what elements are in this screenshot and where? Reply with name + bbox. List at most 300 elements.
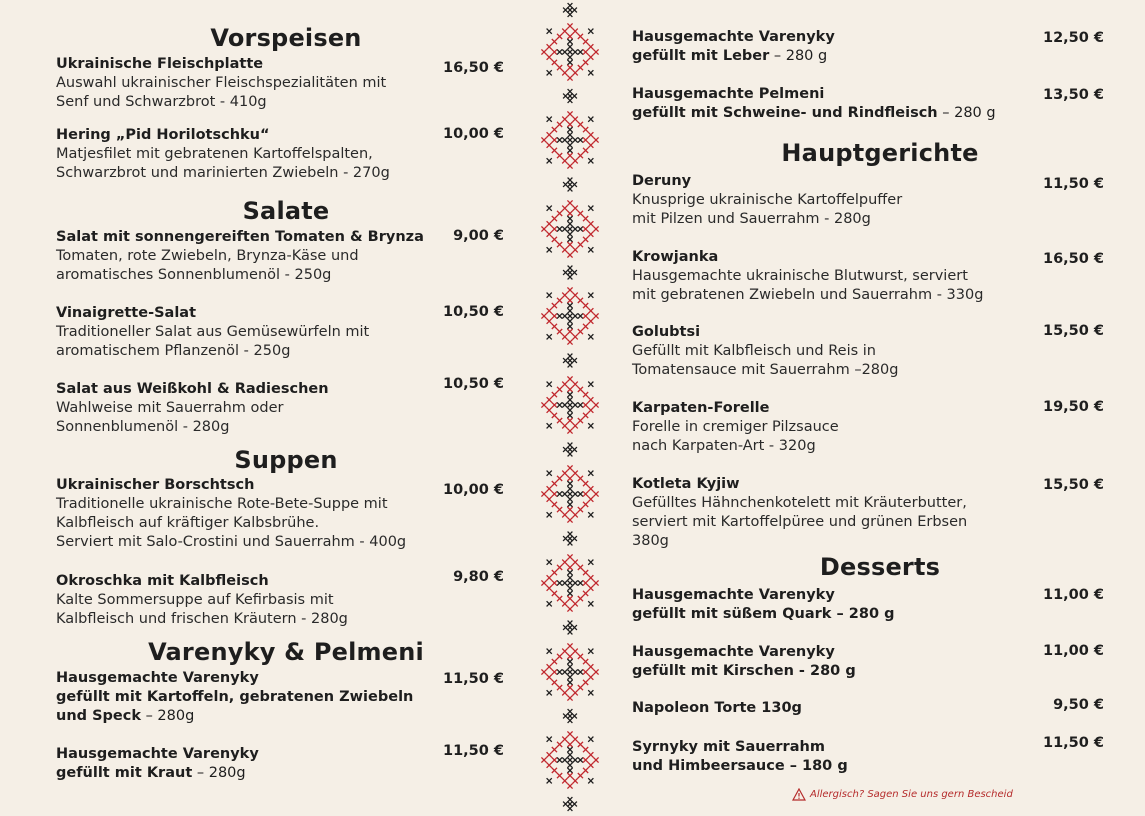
- ornament-cross: [578, 122, 583, 127]
- ornament-cross: [552, 226, 557, 231]
- ornament-cross: [567, 591, 572, 596]
- ornament-cross: [567, 232, 572, 237]
- ornament-cross: [583, 237, 588, 242]
- ornament-cross: [567, 773, 572, 778]
- ornament-cross: [573, 226, 578, 231]
- ornament-cross: [567, 242, 572, 247]
- ornament-cross: [567, 122, 572, 127]
- item-name: Hausgemachte Varenyky gefüllt mit süßem Quark – 280 g: [632, 587, 895, 622]
- ornament-cross: [583, 481, 588, 486]
- ornament-cross: [588, 690, 593, 695]
- ornament-cross: [547, 247, 552, 252]
- ornament-cross: [547, 117, 552, 122]
- ornament-cross: [578, 153, 583, 158]
- ornament-cross: [552, 49, 557, 54]
- ornament-small-cross: [563, 447, 568, 452]
- ornament-small-cross: [568, 452, 573, 457]
- ornament-cross: [583, 491, 588, 496]
- ornament-cross: [578, 418, 583, 423]
- ornament-cross: [557, 418, 562, 423]
- item-description: Traditionelle ukrainische Rote-Bete-Suppe mit Kalbfleisch auf kräftiger Kalbsbrühe. Serviert mit Salo-Crostini und Sauerrahm - 400g: [56, 496, 407, 550]
- ornament-cross: [567, 163, 572, 168]
- item-description: Auswahl ukrainischer Fleischspezialitäten mit Senf und Schwarzbrot - 410g: [56, 75, 387, 110]
- menu-item-golubtsi: [632, 323, 1108, 380]
- ornament-cross: [567, 308, 572, 313]
- item-price: 19,50 €: [1042, 399, 1104, 415]
- ornament-cross: [567, 287, 572, 292]
- ornament-cross: [557, 34, 562, 39]
- ornament-cross: [567, 211, 572, 216]
- ornament-cross: [583, 127, 588, 132]
- ornament-cross: [567, 392, 572, 397]
- menu-item-varenyky-kraut: [56, 745, 516, 783]
- ornament-cross: [557, 137, 562, 142]
- ornament-cross: [567, 303, 572, 308]
- ornament-cross: [562, 471, 567, 476]
- ornament-cross: [552, 580, 557, 585]
- ornament-cross: [547, 675, 552, 680]
- item-price: 12,50 €: [1042, 30, 1104, 46]
- ornament-cross: [567, 669, 572, 674]
- item-description: Matjesfilet mit gebratenen Kartoffelspalten, Schwarzbrot und marinierten Zwiebeln - 270g: [56, 146, 390, 181]
- ornament-cross: [562, 158, 567, 163]
- ornament-cross: [567, 596, 572, 601]
- ornament-cross: [593, 226, 598, 231]
- ornament-cross: [573, 512, 578, 517]
- ornament-cross: [567, 49, 572, 54]
- ornament-small-cross: [572, 182, 577, 187]
- ornament-cross: [567, 387, 572, 392]
- ornament-cross: [557, 742, 562, 747]
- ornament-small-cross: [568, 354, 573, 359]
- ornament-cross: [567, 418, 572, 423]
- item-subline: gefüllt mit Kraut – 280g: [56, 765, 246, 781]
- ornament-small-cross: [568, 89, 573, 94]
- item-name: Deruny: [632, 173, 692, 189]
- ornament-cross: [547, 334, 552, 339]
- ornament-cross: [541, 669, 546, 674]
- menu-item-varenyky-leber: [632, 28, 1108, 66]
- ornament-cross: [593, 313, 598, 318]
- menu-item-forelle: [632, 399, 1108, 456]
- ornament-cross: [583, 148, 588, 153]
- ornament-small-cross: [568, 714, 573, 719]
- ornament-small-cross: [568, 94, 573, 99]
- ornament-cross: [547, 221, 552, 226]
- ornament-cross: [588, 247, 593, 252]
- item-name: Hausgemachte Varenyky gefüllt mit Kirschen - 280 g: [632, 644, 856, 679]
- ornament-cross: [583, 324, 588, 329]
- ornament-cross: [567, 580, 572, 585]
- ornament-cross: [588, 486, 593, 491]
- ornament-cross: [567, 747, 572, 752]
- ornament-cross: [588, 29, 593, 34]
- item-price: 15,50 €: [1042, 323, 1104, 339]
- ornament-cross: [567, 752, 572, 757]
- ornament-cross: [552, 216, 557, 221]
- ornament-cross: [567, 143, 572, 148]
- ornament-cross: [593, 137, 598, 142]
- ornament-cross: [567, 408, 572, 413]
- ornament-cross: [567, 252, 572, 257]
- ornament-cross: [573, 690, 578, 695]
- ornament-cross: [567, 659, 572, 664]
- ornament-cross: [567, 34, 572, 39]
- ornament-cross: [541, 226, 546, 231]
- section-title-desserts: Desserts: [819, 553, 941, 581]
- ornament-cross: [567, 216, 572, 221]
- ornament-small-cross: [563, 182, 568, 187]
- ornament-cross: [567, 491, 572, 496]
- ornament-small-cross: [568, 447, 573, 452]
- ornament-cross: [547, 382, 552, 387]
- ornament-cross: [557, 313, 562, 318]
- ornament-small-cross: [568, 630, 573, 635]
- item-price: 9,00 €: [453, 228, 504, 244]
- ornament-cross: [578, 669, 583, 674]
- ornament-small-cross: [568, 270, 573, 275]
- ornament-cross: [557, 669, 562, 674]
- item-price: 11,50 €: [442, 743, 504, 759]
- ornament-cross: [567, 554, 572, 559]
- ornament-cross: [578, 476, 583, 481]
- ornament-cross: [583, 570, 588, 575]
- ornament-cross: [573, 334, 578, 339]
- ornament-cross: [557, 242, 562, 247]
- ornament-cross: [583, 659, 588, 664]
- allergy-note: [792, 788, 1013, 801]
- ornament-cross: [567, 742, 572, 747]
- item-name: Okroschka mit Kalbfleisch: [56, 573, 269, 589]
- item-description: Knusprige ukrainische Kartoffelpuffer mit Pilzen und Sauerrahm - 280g: [632, 192, 903, 227]
- ornament-cross: [562, 491, 567, 496]
- ornament-cross: [588, 334, 593, 339]
- ornament-small-cross: [568, 8, 573, 13]
- ornament-cross: [567, 329, 572, 334]
- ornament-cross: [583, 49, 588, 54]
- ornament-cross: [573, 247, 578, 252]
- menu-item-varenyky-quark: [632, 586, 1108, 624]
- ornament-cross: [578, 137, 583, 142]
- ornament-cross: [562, 247, 567, 252]
- ornament-cross: [557, 49, 562, 54]
- ornament-cross: [578, 773, 583, 778]
- menu-item-krowjanka: [632, 248, 1108, 305]
- ornament-cross: [557, 507, 562, 512]
- ornament-cross: [552, 481, 557, 486]
- ornament-cross: [583, 313, 588, 318]
- ornament-cross: [567, 502, 572, 507]
- ornament-cross: [567, 507, 572, 512]
- ornament-cross: [593, 580, 598, 585]
- ornament-small-cross: [563, 270, 568, 275]
- menu-item-napoleon: [632, 699, 1108, 718]
- ornament-cross: [547, 44, 552, 49]
- ornament-cross: [562, 313, 567, 318]
- ornament-cross: [567, 517, 572, 522]
- ornament-cross: [552, 757, 557, 762]
- ornament-cross: [552, 502, 557, 507]
- item-price: 16,50 €: [1042, 251, 1104, 267]
- ornament-cross: [567, 675, 572, 680]
- ornament-cross: [578, 34, 583, 39]
- ornament-small-cross: [572, 94, 577, 99]
- ornament-cross: [567, 397, 572, 402]
- menu-item-okroschka: [56, 569, 516, 629]
- item-name: Karpaten-Forelle: [632, 400, 770, 416]
- ornament-small-cross: [572, 625, 577, 630]
- ornament-cross: [547, 664, 552, 669]
- item-price: 10,00 €: [442, 482, 504, 498]
- item-name: Napoleon Torte 130g: [632, 700, 802, 716]
- ornament-cross: [573, 70, 578, 75]
- ornament-cross: [567, 319, 572, 324]
- ornament-cross: [541, 580, 546, 585]
- ornament-cross: [557, 329, 562, 334]
- ornament-cross: [562, 512, 567, 517]
- item-description: Hausgemachte ukrainische Blutwurst, serviert mit gebratenen Zwiebeln und Sauerrahm - 330g: [632, 268, 984, 303]
- item-name: Krowjanka: [632, 249, 719, 265]
- section-title-varenyky: Varenyky & Pelmeni: [148, 638, 424, 666]
- ornament-cross: [562, 49, 567, 54]
- ornament-cross: [562, 690, 567, 695]
- item-name: Hausgemachte Pelmeni: [632, 86, 825, 102]
- ornament-small-cross: [568, 806, 573, 811]
- ornament-cross: [562, 402, 567, 407]
- item-price: 10,50 €: [442, 304, 504, 320]
- item-description: Tomaten, rote Zwiebeln, Brynza-Käse und aromatisches Sonnenblumenöl - 250g: [56, 248, 359, 283]
- ornament-cross: [552, 392, 557, 397]
- ornament-cross: [552, 669, 557, 674]
- ornament-cross: [547, 737, 552, 742]
- ornament-cross: [567, 586, 572, 591]
- item-price: 11,50 €: [442, 671, 504, 687]
- ornament-small-cross: [568, 802, 573, 807]
- ornament-cross: [547, 206, 552, 211]
- ornament-cross: [552, 402, 557, 407]
- ornament-cross: [547, 55, 552, 60]
- ornament-cross: [588, 649, 593, 654]
- ornament-small-cross: [568, 625, 573, 630]
- item-description: Kalte Sommersuppe auf Kefirbasis mit Kalbfleisch und frischen Kräutern - 280g: [56, 592, 348, 627]
- ornament-cross: [547, 397, 552, 402]
- item-name: Vinaigrette-Salat: [56, 305, 197, 321]
- ornament-cross: [573, 471, 578, 476]
- ornament-cross: [588, 586, 593, 591]
- ornament-cross: [583, 669, 588, 674]
- ornament-small-cross: [568, 443, 573, 448]
- ornament-small-cross: [563, 714, 568, 719]
- ornament-cross: [557, 65, 562, 70]
- item-name: Ukrainische Fleischplatte: [56, 56, 264, 72]
- ornament-cross: [567, 731, 572, 736]
- ornament-cross: [578, 685, 583, 690]
- ornament-cross: [547, 423, 552, 428]
- ornament-cross: [573, 29, 578, 34]
- ornament-cross: [547, 408, 552, 413]
- ornament-cross: [588, 397, 593, 402]
- menu-item-kotleta: [632, 475, 1108, 551]
- section-title-suppen: Suppen: [234, 446, 338, 474]
- ornament-small-cross: [563, 8, 568, 13]
- menu-item-deruny: [632, 172, 1108, 229]
- ornament-small-cross: [568, 178, 573, 183]
- ornament-cross: [593, 669, 598, 674]
- section-title-salate: Salate: [242, 197, 330, 225]
- item-description: Gefülltes Hähnchenkotelett mit Kräuterbutter, serviert mit Kartoffelpüree und grünen Erbsen 380g: [632, 495, 968, 549]
- ornament-small-cross: [568, 98, 573, 103]
- item-price: 11,00 €: [1042, 643, 1104, 659]
- ornament-cross: [567, 44, 572, 49]
- item-name: Kotleta Kyjiw: [632, 476, 740, 492]
- ornament-cross: [578, 387, 583, 392]
- ornament-cross: [588, 560, 593, 565]
- ornament-cross: [578, 49, 583, 54]
- ornament-small-cross: [568, 797, 573, 802]
- item-name: Golubtsi: [632, 324, 701, 340]
- ornament-cross: [588, 737, 593, 742]
- ornament-cross: [552, 747, 557, 752]
- ornament-cross: [578, 654, 583, 659]
- ornament-cross: [567, 680, 572, 685]
- ornament-cross: [541, 757, 546, 762]
- ornament-cross: [573, 206, 578, 211]
- ornament-cross: [567, 476, 572, 481]
- ornament-cross: [552, 324, 557, 329]
- ornament-cross: [547, 752, 552, 757]
- ornament-cross: [588, 601, 593, 606]
- item-price: 15,50 €: [1042, 477, 1104, 493]
- ornament-cross: [588, 497, 593, 502]
- ornament-cross: [562, 669, 567, 674]
- ornament-cross: [567, 757, 572, 762]
- ornament-cross: [547, 471, 552, 476]
- ornament-cross: [578, 211, 583, 216]
- ornament-cross: [547, 560, 552, 565]
- ornament-cross: [562, 737, 567, 742]
- ornament-cross: [578, 226, 583, 231]
- ornament-cross: [583, 768, 588, 773]
- ornament-cross: [588, 763, 593, 768]
- ornament-cross: [557, 773, 562, 778]
- ornament-cross: [562, 778, 567, 783]
- ornament-cross: [567, 643, 572, 648]
- ornament-cross: [552, 313, 557, 318]
- ornament-cross: [567, 111, 572, 116]
- ornament-cross: [547, 601, 552, 606]
- ornament-small-cross: [572, 358, 577, 363]
- ornament-cross: [578, 580, 583, 585]
- ornament-cross: [567, 497, 572, 502]
- ornament-cross: [583, 137, 588, 142]
- ornament-cross: [578, 402, 583, 407]
- menu-item-varenyky-kirschen: [632, 643, 1108, 681]
- ornament-small-cross: [568, 3, 573, 8]
- ornament-small-cross: [568, 358, 573, 363]
- ornament-cross: [567, 685, 572, 690]
- ornament-cross: [562, 137, 567, 142]
- ornament-cross: [573, 49, 578, 54]
- ornament-cross: [567, 313, 572, 318]
- menu-item-fleischplatte: [56, 55, 516, 112]
- ornament-cross: [552, 148, 557, 153]
- ornament-cross: [578, 742, 583, 747]
- ornament-small-cross: [563, 802, 568, 807]
- ornament-cross: [557, 387, 562, 392]
- ornament-cross: [547, 649, 552, 654]
- item-name: Hausgemachte Varenyky gefüllt mit Kartoffeln, gebratenen Zwiebeln und Speck – 280g: [56, 670, 414, 724]
- ornament-cross: [588, 752, 593, 757]
- ornament-cross: [573, 580, 578, 585]
- ornament-cross: [588, 232, 593, 237]
- ornament-cross: [578, 757, 583, 762]
- ornament-cross: [562, 757, 567, 762]
- item-name: Syrnyky mit Sauerrahm und Himbeersauce – 180 g: [632, 739, 848, 774]
- menu-item-weisskohl: [56, 376, 516, 437]
- ornament-cross: [583, 502, 588, 507]
- ornament-cross: [588, 158, 593, 163]
- ornament-cross: [573, 669, 578, 674]
- ornament-cross: [567, 65, 572, 70]
- item-price: 9,80 €: [453, 569, 504, 585]
- ornament-cross: [588, 575, 593, 580]
- ornament-cross: [567, 60, 572, 65]
- ornament-cross: [547, 486, 552, 491]
- ornament-cross: [573, 778, 578, 783]
- ornament-cross: [567, 465, 572, 470]
- item-price: 16,50 €: [442, 60, 504, 76]
- ornament-cross: [547, 586, 552, 591]
- ornament-cross: [588, 423, 593, 428]
- ornament-cross: [557, 298, 562, 303]
- ornament-cross: [567, 783, 572, 788]
- menu-item-borschtsch: [56, 476, 516, 552]
- ornament-cross: [552, 491, 557, 496]
- item-name: Hausgemachte Varenyky: [632, 29, 835, 45]
- ornament-cross: [583, 39, 588, 44]
- ornament-cross: [573, 137, 578, 142]
- ornament-cross: [588, 132, 593, 137]
- item-name: Hausgemachte Varenyky: [56, 746, 259, 762]
- ornament-cross: [583, 60, 588, 65]
- menu-item-pelmeni: [632, 85, 1108, 123]
- ornament-cross: [567, 324, 572, 329]
- ornament-cross: [562, 226, 567, 231]
- ornament-small-cross: [568, 718, 573, 723]
- ornament-cross: [567, 226, 572, 231]
- ornament-cross: [541, 49, 546, 54]
- ornament-cross: [547, 690, 552, 695]
- ornament-cross: [578, 491, 583, 496]
- ornament-cross: [541, 491, 546, 496]
- ornament-cross: [562, 580, 567, 585]
- ornament-cross: [552, 413, 557, 418]
- ornament-cross: [588, 308, 593, 313]
- item-price: 11,00 €: [1042, 587, 1104, 603]
- ornament-cross: [547, 29, 552, 34]
- ornament-cross: [567, 654, 572, 659]
- ornament-cross: [567, 75, 572, 80]
- ornament-cross: [573, 601, 578, 606]
- ornament-cross: [567, 565, 572, 570]
- ornament-cross: [588, 206, 593, 211]
- ornament-cross: [583, 226, 588, 231]
- ornament-cross: [567, 39, 572, 44]
- ornament-cross: [573, 649, 578, 654]
- ornament-cross: [552, 659, 557, 664]
- ornament-cross: [547, 143, 552, 148]
- ornament-cross: [557, 685, 562, 690]
